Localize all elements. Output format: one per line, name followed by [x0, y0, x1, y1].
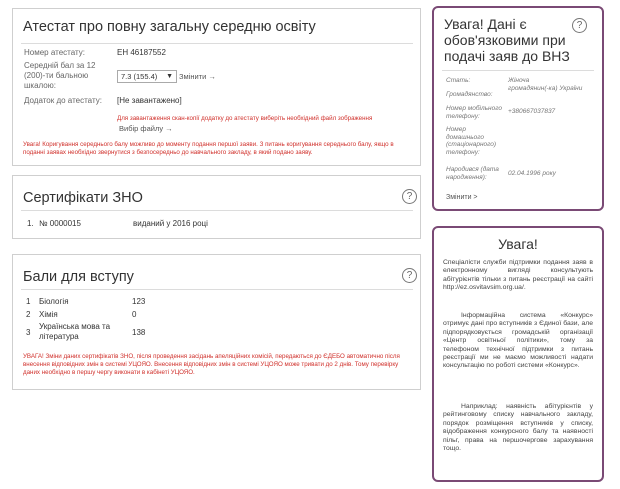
- choose-file-link[interactable]: Вибір файлу →: [119, 124, 173, 133]
- support-notice-title: Увага!: [498, 236, 538, 252]
- score-correction-warning: Увага! Коригування середнього балу можливо до моменту подання першої заяви. З питань коригування середнього балу, якщо в поданні заявах необхідно звернутися з безпосередньо до навчального закладу, в який подано заяву.: [23, 141, 394, 156]
- support-notice-paragraph: Наприклад: наявність абітурієнтів у рейтинговому списку навчального закладу, порядок розміщення вступників у списку, відображення конкурсного балу та наявності пільг, права на першочергове зарахування тощо.: [443, 403, 593, 453]
- score-row-subject: Українська мова та література: [39, 322, 111, 341]
- zno-divider: [21, 210, 413, 211]
- support-notice-paragraph: Інформаційна система «Конкурс» отримує дані про вступників з Єдиної бази, але підпорядковується громадській організації «Центр освітньої політики», тому за телефоном технічної підтримки з питань реєстрації ми не маємо можливості надати консультацію по роботі системи «Конкурс».: [443, 312, 593, 370]
- average-score-value: 7.3 (155.4): [121, 72, 158, 81]
- certificate-title: Атестат про повну загальну середню освіту: [23, 19, 316, 35]
- gender-value: Жіноча: [508, 77, 530, 84]
- personal-info-title: Увага! Дані є обов'язковими при подачі заяв до ВНЗ: [444, 16, 570, 64]
- support-notice-paragraph: Спеціалісти служби підтримки подання заяв в електронному вигляді консультують абітурієнтів тільки з питань реєстрації на сайті http://ez.osvitavsim.org.ua/.: [443, 259, 593, 292]
- score-row-subject: Хімія: [39, 310, 58, 319]
- attachment-label: Додаток до атестату:: [24, 96, 102, 105]
- upload-note: Для завантаження скан-копії додатку до атестату виберіть необхідний файл зображення: [117, 115, 373, 122]
- gender-label: Стать:: [446, 77, 471, 84]
- change-score-link[interactable]: Змінити →: [179, 72, 216, 81]
- scores-divider: [21, 289, 413, 290]
- personal-info-panel: [432, 6, 604, 211]
- score-row-value: 138: [132, 328, 146, 337]
- citizenship-value: громадянин(-ка) України: [508, 85, 583, 92]
- scores-panel: [12, 254, 421, 390]
- score-row-value: 123: [132, 297, 146, 306]
- scores-title: Бали для вступу: [23, 269, 134, 285]
- personal-info-divider: [442, 70, 594, 71]
- change-personal-info-link[interactable]: Змінити >: [446, 194, 478, 201]
- zno-item-code: № 0000015: [39, 219, 81, 228]
- certificate-divider: [21, 43, 413, 44]
- zno-title: Сертифікати ЗНО: [23, 190, 143, 206]
- score-row-number: 2: [26, 310, 31, 319]
- help-icon[interactable]: ?: [402, 189, 417, 204]
- zno-update-notice: УВАГА! Зміни даних сертифікатів ЗНО, після проведення засідань апеляційних комісій, передаються до ЄДЕБО автоматично після внесення відповідних змін в системі УЦОЯО. Внесення відповідних змін в системі УЦОЯО може тривати до 2 днів. Тому перевірку даних необхідно в першу чергу виконати в кабінеті УЦОЯО.: [23, 353, 400, 376]
- zno-item-issued: виданий у 2016 році: [133, 219, 208, 228]
- mobile-phone-value: +380667037837: [508, 108, 556, 115]
- home-phone-label: Номер домашнього (стаціонарного) телефону:: [446, 126, 497, 156]
- birth-date-value: 02.04.1996 року: [508, 170, 556, 177]
- certificate-number-label: Номер атестату:: [24, 48, 85, 57]
- zno-item-number: 1.: [27, 219, 34, 228]
- help-icon[interactable]: ?: [402, 268, 417, 283]
- mobile-phone-label: Номер мобільного телефону:: [446, 105, 502, 120]
- attachment-status: [Не завантажено]: [117, 96, 182, 105]
- average-score-label: Середній бал за 12 (200)-ти бальною шкалою:: [24, 61, 96, 90]
- citizenship-label: Громадянство:: [446, 91, 493, 98]
- average-score-select[interactable]: [117, 70, 177, 83]
- help-icon[interactable]: ?: [572, 18, 587, 33]
- chevron-down-icon: ▼: [166, 73, 173, 80]
- support-notice-panel: [432, 226, 604, 482]
- score-row-number: 3: [26, 328, 31, 337]
- certificate-number-value: ЕН 46187552: [117, 48, 166, 57]
- score-row-value: 0: [132, 310, 137, 319]
- birth-date-label: Народився (дата народження):: [446, 166, 499, 181]
- score-row-number: 1: [26, 297, 31, 306]
- zno-panel: [12, 175, 421, 239]
- score-row-subject: Біологія: [39, 297, 69, 306]
- certificate-panel: [12, 8, 421, 166]
